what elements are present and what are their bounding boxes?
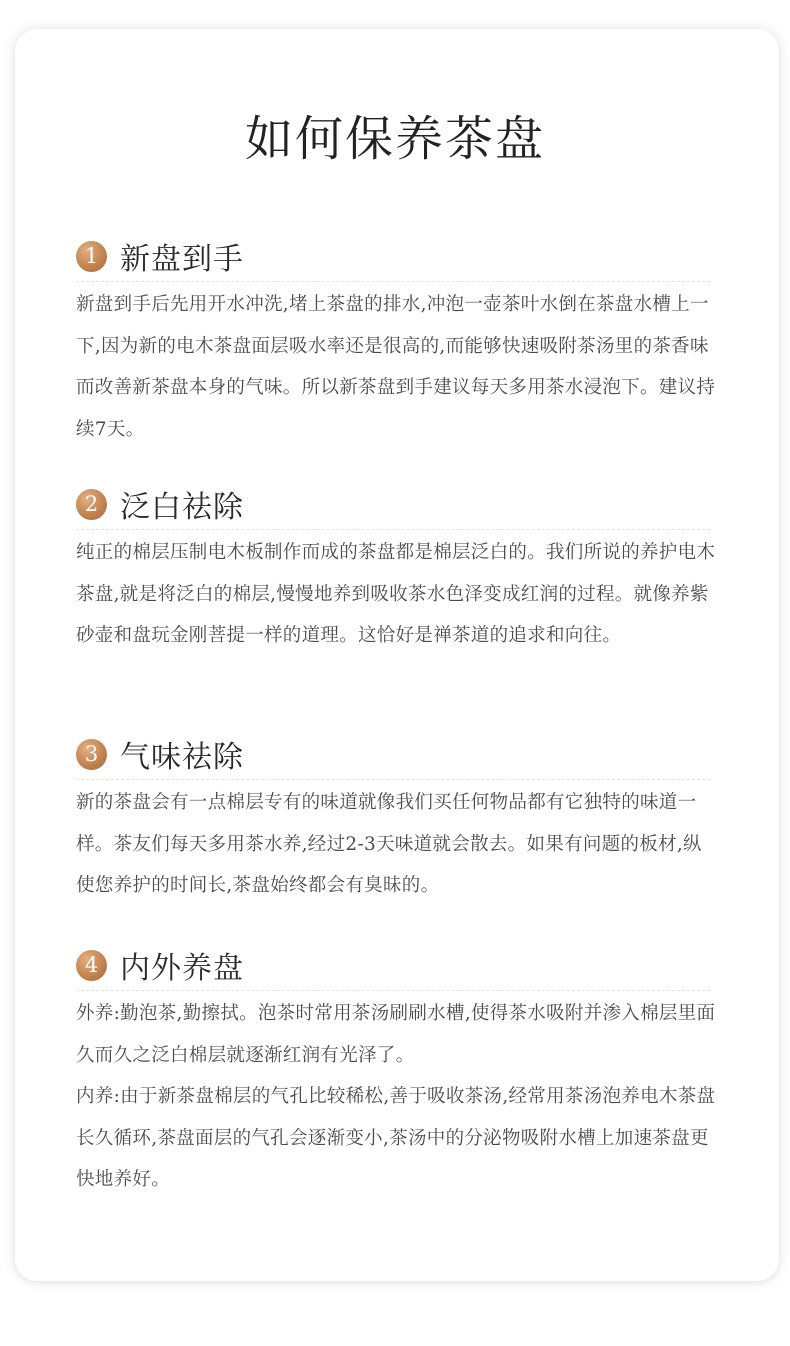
section-paragraph: 新盘到手后先用开水冲洗,堵上茶盘的排水,冲泡一壶茶叶水倒在茶盘水槽上一下,因为新的电木茶盘面层吸水率还是很高的,而能够快速吸附茶汤里的茶香味而改善新茶盘本身的气味。所以新茶盘到手建议每天多用茶水浸泡下。建议持续7天。 bbox=[76, 294, 716, 440]
dashed-divider bbox=[76, 529, 710, 530]
number-badge-1: 1 bbox=[76, 241, 107, 272]
dashed-divider bbox=[76, 990, 710, 991]
section-header bbox=[76, 481, 716, 527]
section-header bbox=[76, 942, 716, 988]
number-badge-4: 4 bbox=[76, 950, 107, 981]
section-paragraph: 纯正的棉层压制电木板制作而成的茶盘都是棉层泛白的。我们所说的养护电木茶盘,就是将泛白的棉层,慢慢地养到吸收茶水色泽变成红润的过程。就像养紫砂壶和盘玩金刚菩提一样的道理。这恰好是禅茶道的追求和向往。 bbox=[76, 542, 716, 646]
section-inner-outer-care bbox=[76, 942, 716, 1201]
section-title: 泛白祛除 bbox=[120, 490, 244, 525]
section-paragraph: 新的茶盘会有一点棉层专有的味道就像我们买任何物品都有它独特的味道一样。茶友们每天多用茶水养,经过2-3天味道就会散去。如果有问题的板材,纵使您养护的时间长,茶盘始终都会有臭昧的。 bbox=[76, 792, 702, 896]
section-title: 内外养盘 bbox=[120, 951, 244, 986]
section-remove-whitening bbox=[76, 481, 716, 657]
number-badge-3: 3 bbox=[76, 739, 107, 770]
section-title: 气味祛除 bbox=[120, 740, 244, 775]
page-title: 如何保养茶盘 bbox=[244, 111, 545, 167]
section-header bbox=[76, 731, 716, 777]
number-badge-2: 2 bbox=[76, 489, 107, 520]
section-paragraph-outer: 外养:勤泡茶,勤擦拭。泡茶时常用茶汤刷刷水槽,使得茶水吸附并渗入棉层里面久而久之泛白棉层就逐渐红润有光泽了。 bbox=[76, 1003, 716, 1066]
section-title: 新盘到手 bbox=[120, 242, 244, 277]
section-new-tray bbox=[76, 233, 716, 450]
section-header bbox=[76, 233, 716, 279]
dashed-divider bbox=[76, 281, 710, 282]
section-remove-odor bbox=[76, 731, 716, 907]
dashed-divider bbox=[76, 779, 710, 780]
section-paragraph-inner: 内养:由于新茶盘棉层的气孔比较稀松,善于吸收茶汤,经常用茶汤泡养电木茶盘长久循环,茶盘面层的气孔会逐渐变小,茶汤中的分泌物吸附水槽上加速茶盘更快地养好。 bbox=[76, 1086, 716, 1190]
